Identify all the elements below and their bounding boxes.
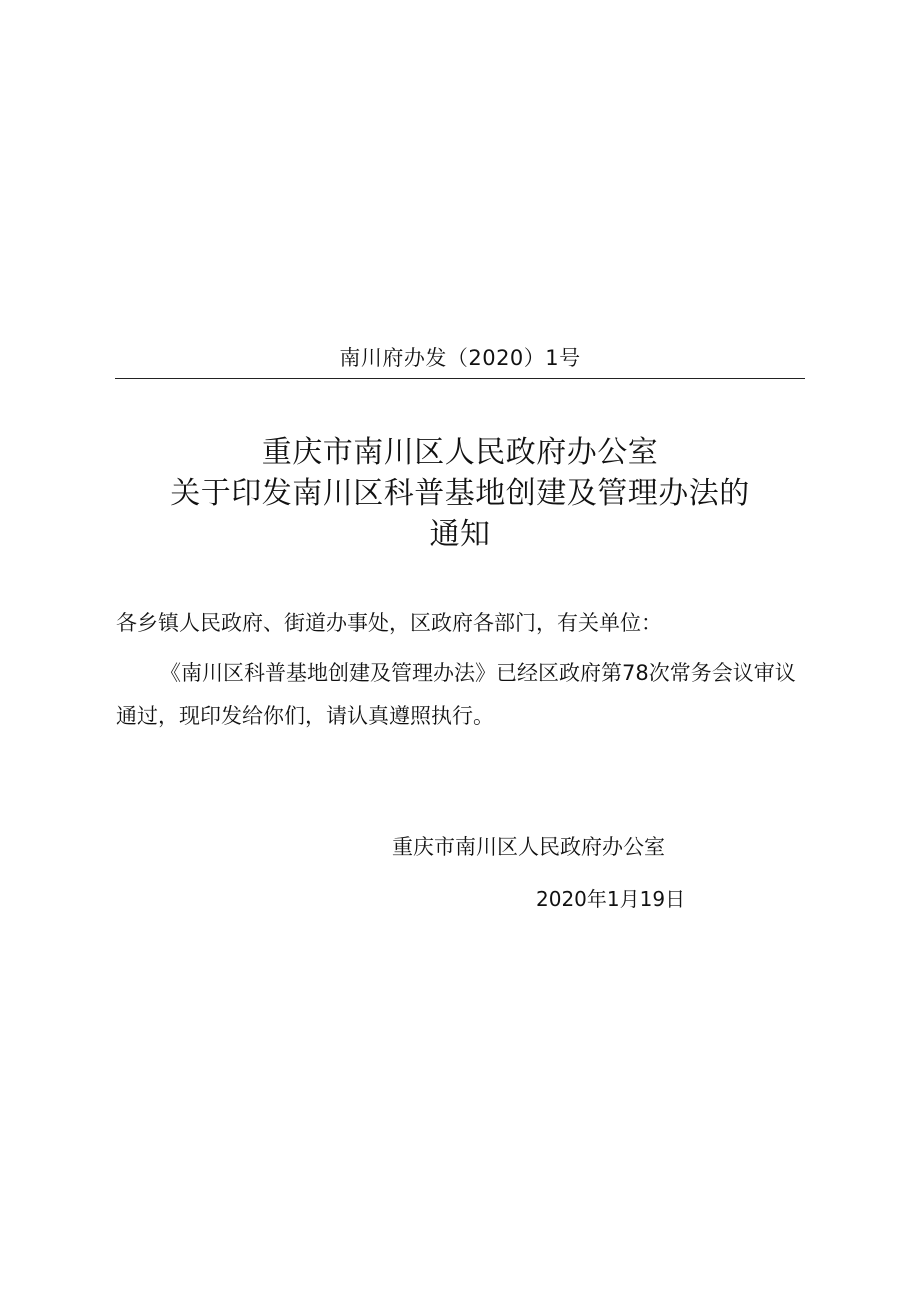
title-line-1: 重庆市南川区人民政府办公室 <box>261 435 659 470</box>
title-line-3: 通知 <box>429 517 491 552</box>
salutation: 各乡镇人民政府、街道办事处，区政府各部门，有关单位： <box>116 611 662 635</box>
document-title <box>0 432 920 555</box>
signature-organization: 重庆市南川区人民政府办公室 <box>392 835 665 859</box>
body-paragraph: 《南川区科普基地创建及管理办法》已经区政府第78次常务会议审议通过，现印发给你们，请认真遵照执行。 <box>116 661 796 728</box>
title-line-2: 关于印发南川区科普基地创建及管理办法的 <box>170 476 750 511</box>
header-divider <box>115 378 805 379</box>
signature-date: 2020年1月19日 <box>536 887 686 911</box>
document-number: 南川府办发（2020）1号 <box>339 346 581 370</box>
